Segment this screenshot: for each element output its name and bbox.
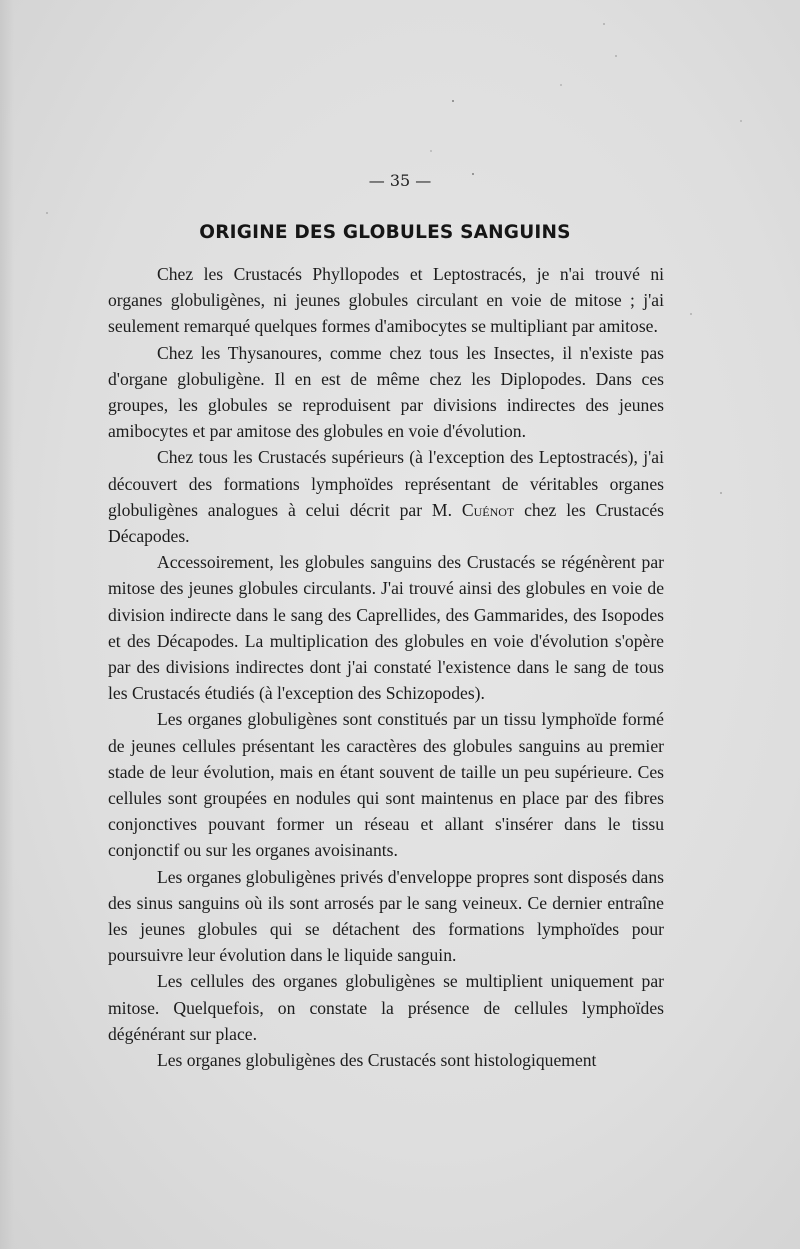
paper-speck (430, 150, 432, 152)
paragraph-1: Chez les Crustacés Phyllopodes et Leptostracés, je n'ai trouvé ni organes globuligènes, ni jeunes globules circulant en voie de mitose ; j'ai seulement remarqué quelques formes d'amibocytes se multipliant par amitose. (108, 264, 664, 337)
paper-speck (560, 84, 562, 86)
paper-speck (690, 313, 692, 315)
paragraph-4: Accessoirement, les globules sanguins des Crustacés se régénèrent par mitose des jeunes globules circulants. J'ai trouvé ainsi des globules en voie de division indirecte dans le sang des Caprellides, des Gammarides, des Isopodes et des Décapodes. La multiplication des globules en voie d'évolution s'opère par des divisions indirectes dont j'ai constaté l'existence dans le sang de tous les Crustacés étudiés (à l'exception des Schizopodes). (108, 552, 664, 704)
paragraph-7: Les cellules des organes globuligènes se multiplient uniquement par mitose. Quelquefois, on constate la présence de cellules lymphoïdes dégénérant sur place. (108, 971, 664, 1044)
paper-speck (615, 55, 617, 57)
paper-speck (720, 492, 722, 494)
paper-speck (46, 212, 48, 214)
body-text (108, 261, 664, 1073)
paragraph-3 (108, 444, 664, 549)
paper-speck (452, 100, 454, 102)
author-name: Cuénot (461, 499, 515, 520)
paper-speck (740, 120, 742, 122)
paper-speck (603, 23, 605, 25)
paragraph-3-text-after: chez les Crustacés Décapodes. (108, 499, 664, 547)
paragraph-2: Chez les Thysanoures, comme chez tous les Insectes, il n'existe pas d'organe globuligène. Il en est de même chez les Diplopodes. Dans ces groupes, les globules se reproduisent par divisions indirectes des jeunes amibocytes et par amitose des globules en voie d'évolution. (108, 342, 664, 442)
page-number: — 35 — (368, 171, 432, 190)
section-title: ORIGINE DES GLOBULES SANGUINS (199, 222, 571, 243)
paragraph-6: Les organes globuligènes privés d'enveloppe propres sont disposés dans des sinus sanguins où ils sont arrosés par le sang veineux. Ce dernier entraîne les jeunes globules qui se détachent des formations lymphoïdes pour poursuivre leur évolution dans le liquide sanguin. (108, 866, 664, 966)
paragraph-3-text-before: Chez tous les Crustacés supérieurs (à l'exception des Leptostracés), j'ai découvert des formations lymphoïdes représentant de véritables organes globuligènes analogues à celui décrit par M. (108, 447, 664, 520)
paragraph-8: Les organes globuligènes des Crustacés sont histologiquement (157, 1050, 597, 1071)
paragraph-5: Les organes globuligènes sont constitués par un tissu lymphoïde formé de jeunes cellules présentant les caractères des globules sanguins au premier stade de leur évolution, mais en étant souvent de taille un peu supérieure. Ces cellules sont groupées en nodules qui sont maintenus en place par des fibres conjonctives pouvant former un réseau et allant s'insérer dans le tissu conjonctif ou sur les organes avoisinants. (108, 709, 664, 861)
